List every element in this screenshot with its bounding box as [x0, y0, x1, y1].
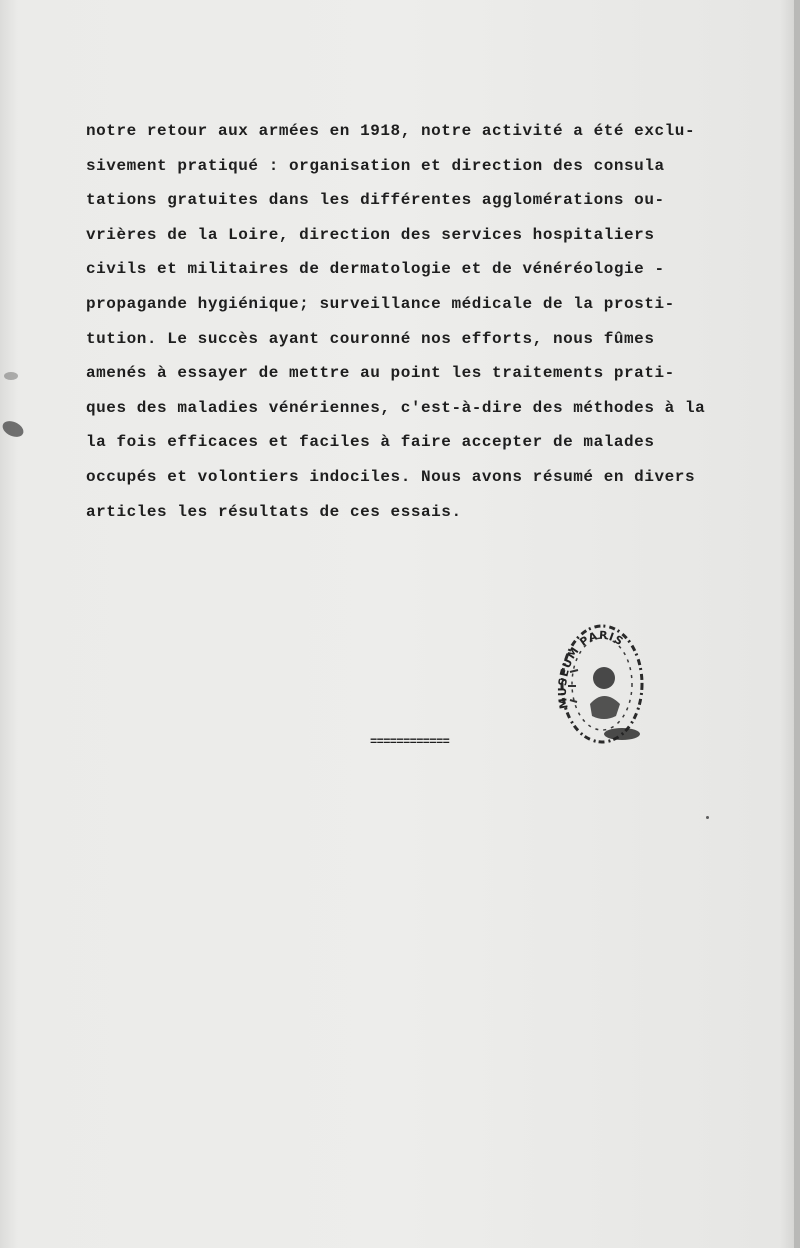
ink-speck — [706, 816, 709, 819]
text-line: articles les résultats de ces essais. — [86, 502, 462, 521]
text-line: ques des maladies vénériennes, c'est-à-dire des méthodes à la — [86, 398, 706, 417]
page-edge — [794, 0, 800, 1248]
text-line: propagande hygiénique; surveillance médicale de la prosti- — [86, 294, 675, 313]
text-line: tution. Le succès ayant couronné nos efforts, nous fûmes — [86, 329, 655, 348]
text-line: tations gratuites dans les différentes agglomérations ou- — [86, 191, 665, 210]
text-line: sivement pratiqué : organisation et direction des consula — [86, 156, 665, 175]
library-stamp — [550, 612, 650, 748]
text-line: civils et militaires de dermatologie et de vénéréologie - — [86, 260, 665, 279]
stamp-text: MUSEUM PARIS — [555, 628, 627, 710]
svg-text:MUSEUM PARIS — [556, 629, 626, 710]
ink-speck — [0, 418, 26, 440]
body-text — [86, 114, 786, 529]
ink-speck — [4, 372, 18, 380]
text-line: vrières de la Loire, direction des services hospitaliers — [86, 225, 655, 244]
text-line: notre retour aux armées en 1918, notre activité a été exclu- — [86, 122, 696, 140]
text-line: amenés à essayer de mettre au point les traitements prati- — [86, 364, 675, 383]
section-separator: ============ — [370, 735, 450, 749]
text-line: occupés et volontiers indociles. Nous avons résumé en divers — [86, 467, 696, 486]
text-line: la fois efficaces et faciles à faire accepter de malades — [86, 433, 655, 452]
